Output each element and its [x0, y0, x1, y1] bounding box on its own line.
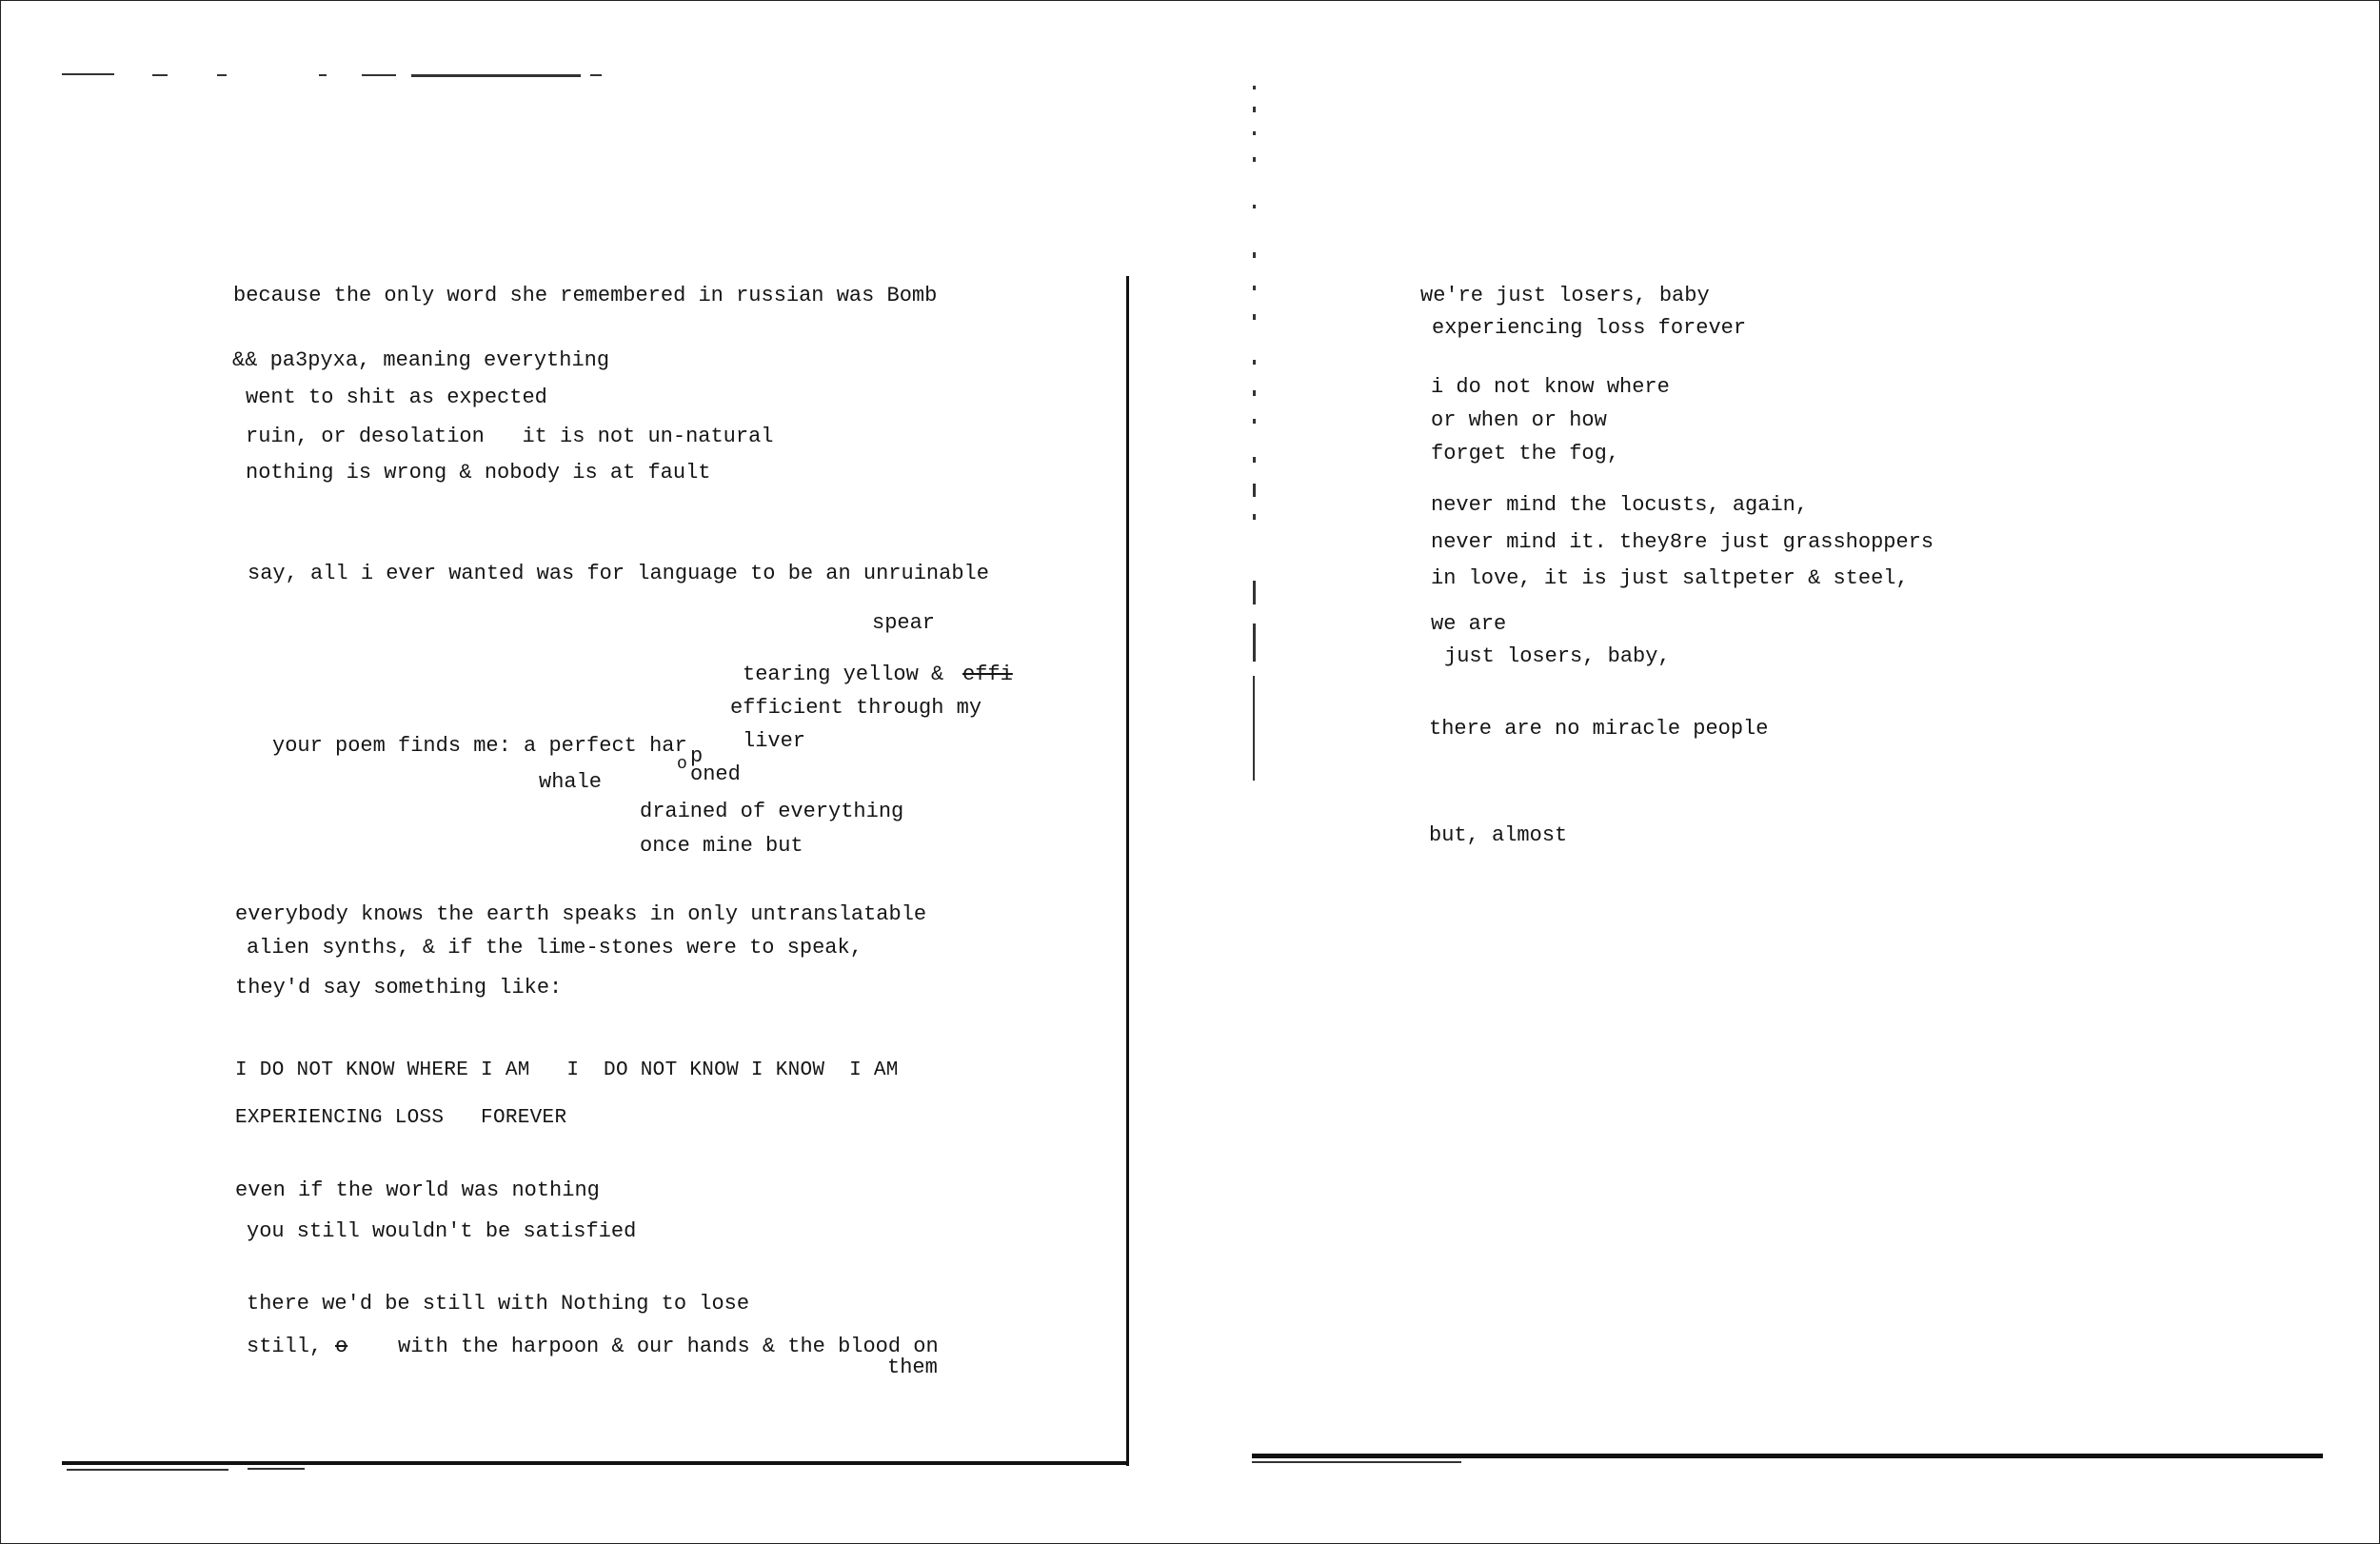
poem-line: && pa3pyxa, meaning everything	[232, 348, 610, 372]
scan-artifact	[67, 1469, 228, 1471]
poem-line: nothing is wrong & nobody is at fault	[246, 461, 711, 485]
poem-line: even if the world was nothing	[235, 1178, 600, 1202]
gutter-artifact	[1253, 581, 1256, 604]
poem-line: we are	[1431, 612, 1507, 636]
scan-artifact	[590, 74, 602, 76]
poem-line: or when or how	[1431, 408, 1607, 432]
poem-line: we're just losers, baby	[1420, 284, 1710, 307]
right-page	[1190, 0, 2380, 1544]
gutter-artifact	[1253, 419, 1256, 424]
poem-line: you still wouldn't be satisfied	[247, 1219, 637, 1243]
scan-artifact	[1252, 1461, 1461, 1463]
gutter-artifact	[1253, 107, 1256, 112]
poem-line: them	[887, 1356, 938, 1379]
gutter-artifact	[1253, 252, 1256, 258]
struck-word: o	[335, 1335, 348, 1358]
poem-line: never mind it. they8re just grasshoppers	[1431, 530, 1934, 554]
poem-line: never mind the locusts, again,	[1431, 493, 1809, 517]
page-edge	[62, 1461, 1128, 1465]
gutter-artifact	[1253, 514, 1256, 520]
gutter-artifact	[1253, 286, 1256, 290]
poem-line: p	[690, 744, 704, 768]
gutter-artifact	[1253, 131, 1256, 135]
gutter-artifact	[1253, 86, 1256, 89]
poem-line: with the harpoon & our hands & the blood on	[398, 1335, 939, 1358]
gutter-artifact	[1253, 484, 1256, 497]
gutter-artifact	[1253, 676, 1255, 781]
gutter-artifact	[1253, 390, 1256, 396]
poem-line: your poem finds me: a perfect har	[272, 734, 687, 758]
poem-line: once mine but	[640, 834, 803, 858]
poem-line: ruin, or desolation it is not un-natural	[246, 425, 774, 448]
poem-line: they'd say something like:	[235, 976, 563, 1000]
gutter-artifact	[1253, 157, 1256, 162]
poem-line: i do not know where	[1431, 375, 1670, 399]
poem-line: went to shit as expected	[246, 386, 547, 409]
poem-line: whale	[539, 770, 603, 794]
poem-line: oned	[690, 762, 741, 786]
poem-line: liver	[743, 729, 806, 753]
gutter-artifact	[1253, 624, 1256, 662]
poem-line: say, all i ever wanted was for language to be an unruinable	[248, 562, 989, 585]
scan-artifact	[362, 74, 396, 76]
poem-line: there we'd be still with Nothing to lose	[247, 1292, 750, 1316]
scan-artifact	[152, 74, 168, 76]
poem-line: there are no miracle people	[1429, 717, 1769, 741]
poem-line: tearing yellow &	[743, 663, 944, 686]
scan-artifact	[62, 73, 114, 75]
scan-artifact	[248, 1468, 305, 1470]
poem-line: because the only word she remembered in russian was Bomb	[233, 284, 938, 307]
poem-line-caps: I DO NOT KNOW WHERE I AM I DO NOT KNOW I KNOW I AM	[235, 1059, 899, 1081]
poem-line: o	[677, 755, 687, 774]
scan-artifact	[411, 74, 581, 77]
gutter-artifact	[1253, 457, 1256, 463]
poem-line: in love, it is just saltpeter & steel,	[1431, 566, 1909, 590]
page-edge	[1252, 1454, 2323, 1458]
poem-line: everybody knows the earth speaks in only untranslatable	[235, 902, 927, 926]
poem-line: spear	[872, 611, 936, 635]
scan-artifact	[217, 74, 227, 76]
gutter-artifact	[1253, 205, 1256, 208]
poem-line: still,	[247, 1335, 323, 1358]
poem-line: drained of everything	[640, 800, 904, 823]
poem-line: alien synths, & if the lime-stones were to speak,	[247, 936, 863, 960]
poem-line: efficient through my	[730, 696, 982, 720]
poem-line: forget the fog,	[1431, 442, 1620, 465]
gutter-artifact	[1253, 360, 1256, 365]
poem-line: experiencing loss forever	[1432, 316, 1747, 340]
struck-word: effi	[962, 663, 1013, 686]
poem-line-caps: EXPERIENCING LOSS FOREVER	[235, 1107, 567, 1129]
page-edge	[1126, 276, 1129, 1466]
poem-line: but, almost	[1429, 823, 1568, 847]
scan-artifact	[319, 74, 327, 76]
poem-line: just losers, baby,	[1444, 644, 1671, 668]
gutter-artifact	[1253, 314, 1256, 320]
